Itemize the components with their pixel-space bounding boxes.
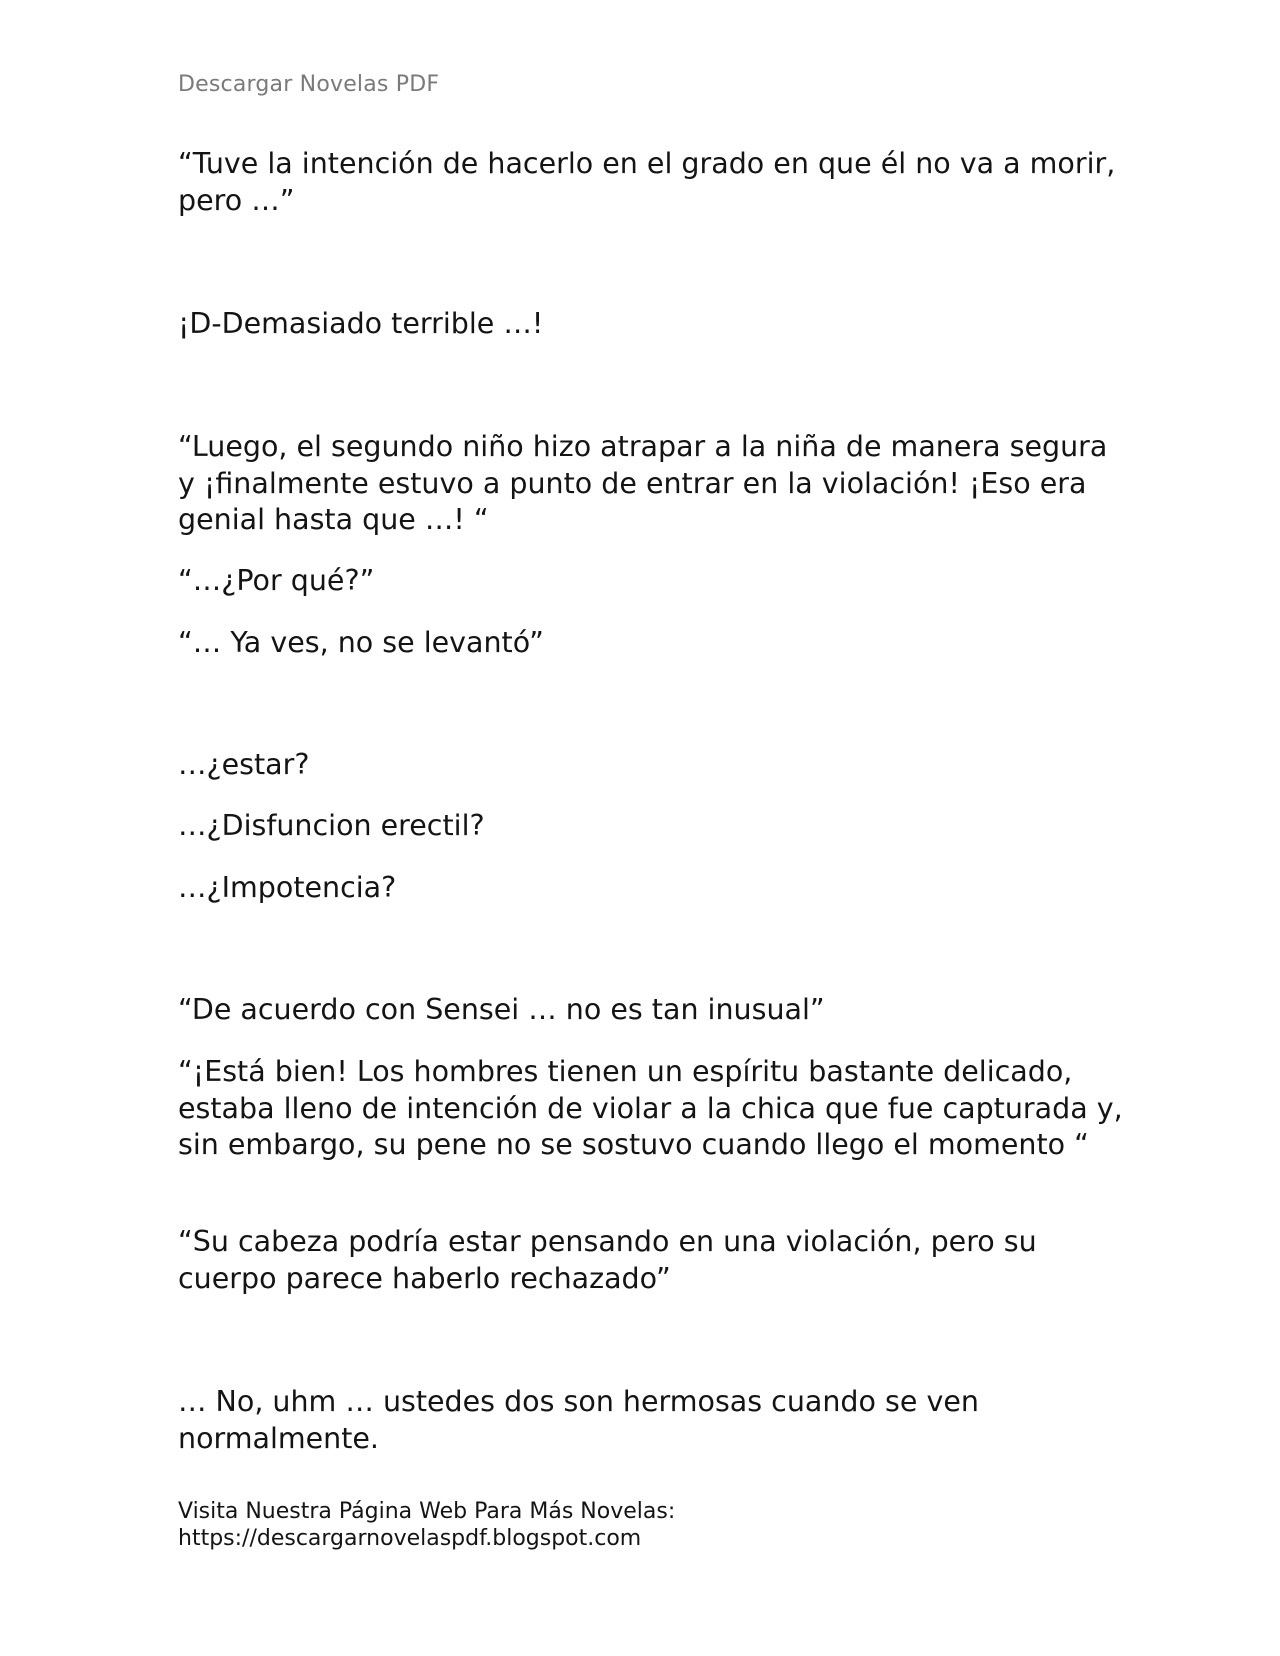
paragraph: “Su cabeza podría estar pensando en una violación, pero su cuerpo parece haberlo rechazado” xyxy=(178,1225,1037,1295)
page-footer xyxy=(178,1498,675,1552)
page-header: Descargar Novelas PDF xyxy=(178,72,440,97)
paragraph: ¡D-Demasiado terrible …! xyxy=(178,307,544,340)
paragraph: “¡Está bien! Los hombres tienen un espíritu bastante delicado, estaba lleno de intención de violar a la chica que fue capturada y, sin embargo, su pene no se sostuvo cuando llego el momento “ xyxy=(178,1055,1123,1161)
paragraph: …¿Impotencia? xyxy=(178,871,397,904)
paragraph: … No, uhm … ustedes dos son hermosas cuando se ven normalmente. xyxy=(178,1385,979,1455)
footer-promo-text: Visita Nuestra Página Web Para Más Novelas: xyxy=(178,1499,676,1524)
paragraph: “De acuerdo con Sensei … no es tan inusual” xyxy=(178,993,825,1026)
footer-url: https://descargarnovelaspdf.blogspot.com xyxy=(178,1526,642,1551)
paragraph: “Tuve la intención de hacerlo en el grado en que él no va a morir, pero …” xyxy=(178,147,1116,217)
paragraph: …¿estar? xyxy=(178,748,310,781)
paragraph: “Luego, el segundo niño hizo atrapar a la niña de manera segura y ¡finalmente estuvo a punto de entrar en la violación! ¡Eso era genial hasta que …! “ xyxy=(178,430,1108,536)
paragraph: “…¿Por qué?” xyxy=(178,564,375,597)
paragraph: “… Ya ves, no se levantó” xyxy=(178,626,544,659)
paragraph: …¿Disfuncion erectil? xyxy=(178,809,485,842)
